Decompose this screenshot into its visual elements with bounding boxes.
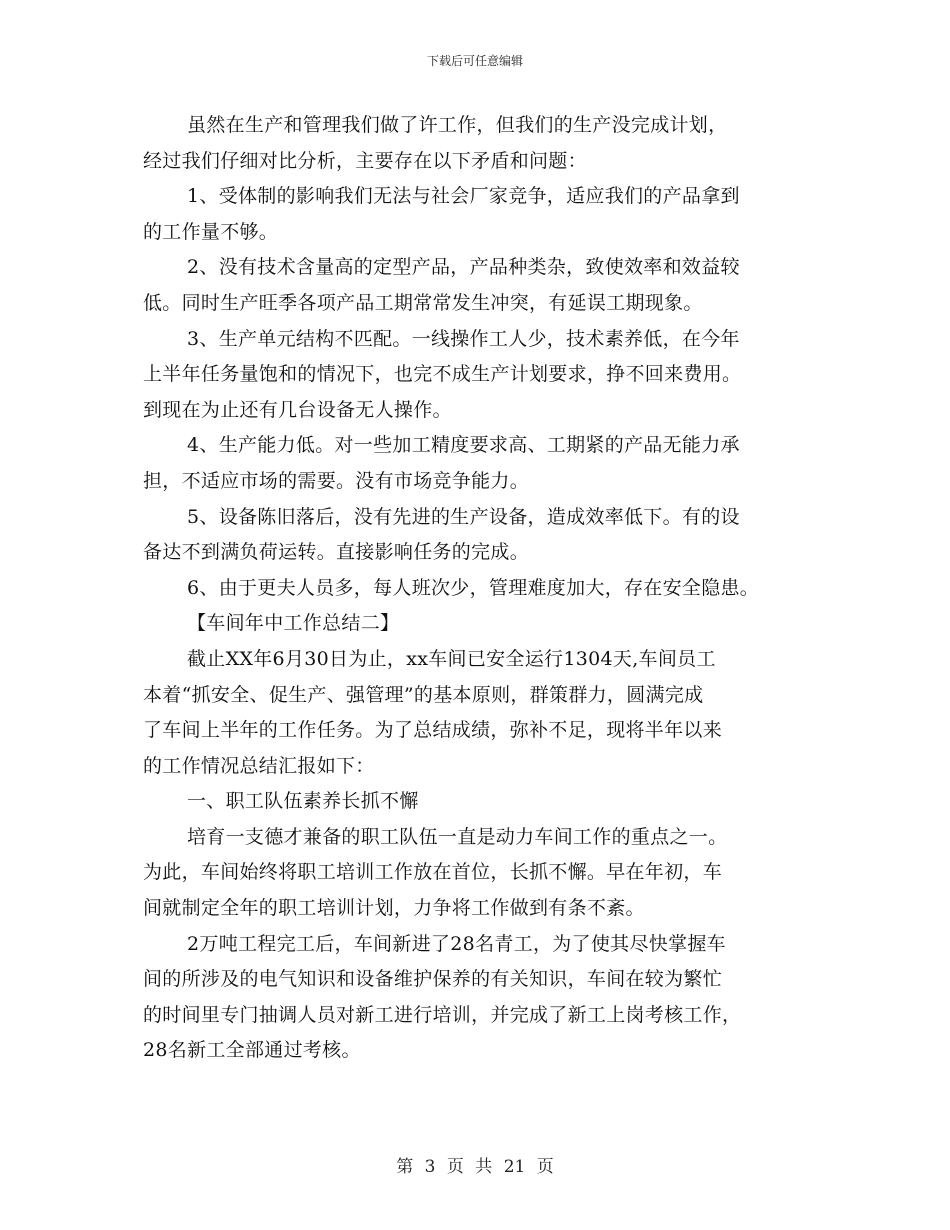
text-line: 的工作量不够。 bbox=[143, 220, 279, 243]
header-note: 下载后可任意编辑 bbox=[426, 54, 523, 68]
page-header bbox=[0, 52, 950, 69]
page-number: 第 3 页 共 21 页 bbox=[396, 1157, 554, 1177]
text-line: 了车间上半年的工作任务。为了总结成绩，弥补不足，现将半年以来 bbox=[143, 719, 723, 742]
text-line: 培育一支德才兼备的职工队伍一直是动力车间工作的重点之一。 bbox=[187, 825, 728, 848]
text-line: 上半年任务量饱和的情况下，也完不成生产计划要求，挣不回来费用。 bbox=[143, 363, 742, 386]
page-footer bbox=[0, 1152, 950, 1177]
text-line: 1、受体制的影响我们无法与社会厂家竞争，适应我们的产品拿到 bbox=[187, 185, 740, 208]
text-line: 到现在为止还有几台设备无人操作。 bbox=[143, 398, 452, 421]
text-line: 【车间年中工作总结二】 bbox=[187, 612, 400, 635]
text-line: 的工作情况总结汇报如下： bbox=[143, 754, 375, 777]
text-line: 6、由于更夫人员多，每人班次少，管理难度加大，存在安全隐患。 bbox=[187, 576, 760, 599]
text-line: 间就制定全年的职工培训计划，力争将工作做到有条不紊。 bbox=[143, 897, 645, 920]
text-line: 5、设备陈旧落后，没有先进的生产设备，造成效率低下。有的设 bbox=[187, 505, 740, 528]
text-line: 截止XX年6月30日为止，xx车间已安全运行1304天,车间员工 bbox=[187, 647, 716, 670]
text-line: 虽然在生产和管理我们做了许工作，但我们的生产没完成计划， bbox=[187, 114, 728, 136]
text-line: 4、生产能力低。对一些加工精度要求高、工期紧的产品无能力承 bbox=[187, 434, 740, 457]
text-line: 3、生产单元结构不匹配。一线操作工人少，技术素养低，在今年 bbox=[187, 327, 740, 350]
text-line: 本着“抓安全、促生产、强管理”的基本原则，群策群力，圆满完成 bbox=[143, 683, 704, 706]
text-line: 一、职工队伍素养长抓不懈 bbox=[187, 790, 419, 813]
text-line: 2万吨工程完工后，车间新进了28名青工，为了使其尽快掌握车 bbox=[187, 932, 726, 955]
text-line: 担，不适应市场的需要。没有市场竞争能力。 bbox=[143, 469, 530, 492]
text-line: 2、没有技术含量高的定型产品，产品种类杂，致使效率和效益较 bbox=[187, 256, 740, 279]
text-line: 备达不到满负荷运转。直接影响任务的完成。 bbox=[143, 541, 530, 564]
text-line: 28名新工全部通过考核。 bbox=[143, 1039, 361, 1062]
text-line: 低。同时生产旺季各项产品工期常常发生冲突，有延误工期现象。 bbox=[143, 291, 703, 314]
document-body bbox=[143, 108, 823, 1069]
text-line: 的时间里专门抽调人员对新工进行培训，并完成了新工上岗考核工作， bbox=[143, 1003, 742, 1026]
text-line: 间的所涉及的电气知识和设备维护保养的有关知识，车间在较为繁忙 bbox=[143, 968, 723, 991]
text-line: 为此，车间始终将职工培训工作放在首位，长抓不懈。早在年初，车 bbox=[143, 861, 723, 884]
text-line: 经过我们仔细对比分析，主要存在以下矛盾和问题： bbox=[143, 149, 587, 172]
